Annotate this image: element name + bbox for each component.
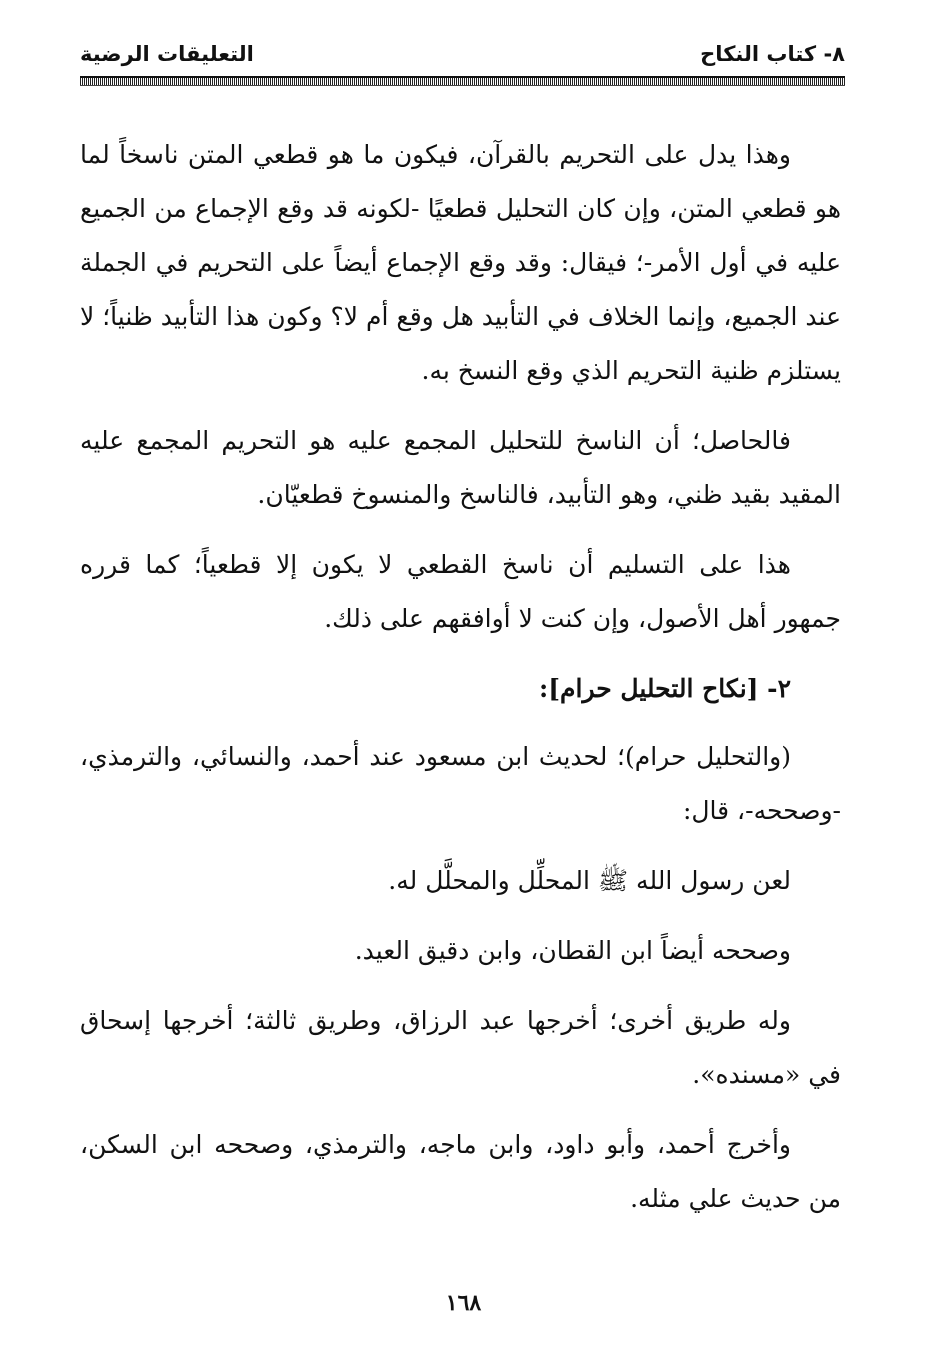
paragraph-ali-narration: وأخرج أحمد، وأبو داود، وابن ماجه، والترمذي، وصححه ابن السكن، من حديث علي مثله. bbox=[80, 1130, 841, 1213]
paragraph-concession: هذا على التسليم أن ناسخ القطعي لا يكون إلا قطعياً؛ كما قرره جمهور أهل الأصول، وإن كنت لا أوافقهم على ذلك. bbox=[80, 550, 841, 633]
paragraph-conclusion: فالحاصل؛ أن الناسخ للتحليل المجمع عليه هو التحريم المجمع عليه المقيد بقيد ظني، وهو التأبيد، فالناسخ والمنسوخ قطعيّان. bbox=[80, 426, 841, 509]
paragraph-other-chains: وله طريق أخرى؛ أخرجها عبد الرزاق، وطريق ثالثة؛ أخرجها إسحاق في «مسنده». bbox=[80, 1006, 841, 1089]
paragraph-authentication: وصححه أيضاً ابن القطان، وابن دقيق العيد. bbox=[354, 936, 791, 965]
page-body bbox=[80, 128, 841, 1242]
running-header bbox=[80, 38, 845, 72]
header-divider bbox=[80, 76, 845, 86]
paragraph-abrogation-argument: وهذا يدل على التحريم بالقرآن، فيكون ما هو قطعي المتن ناسخاً لما هو قطعي المتن، وإن كان التحليل قطعيًا -لكونه قد وقع الإجماع من الجميع عليه في أول الأمر-؛ فيقال: وقد وقع الإجماع أيضاً على التحريم في الجملة عند الجميع، وإنما الخلاف في التأبيد هل وقع أم لا؟ وكون هذا التأبيد ظنياً؛ لا يستلزم ظنية التحريم الذي وقع النسخ به. bbox=[80, 140, 841, 385]
book-title: التعليقات الرضية bbox=[80, 42, 254, 66]
chapter-title: ٨- كتاب النكاح bbox=[700, 42, 845, 66]
page-number: ١٦٨ bbox=[445, 1290, 482, 1316]
section-heading-tahlil: ٢- [نكاح التحليل حرام]: bbox=[539, 674, 791, 703]
paragraph-hadith-text: لعن رسول الله ﷺ المحلِّل والمحلَّل له. bbox=[388, 866, 791, 895]
paragraph-hadith-source: (والتحليل حرام)؛ لحديث ابن مسعود عند أحمد، والنسائي، والترمذي، -وصححه-، قال: bbox=[80, 742, 841, 825]
